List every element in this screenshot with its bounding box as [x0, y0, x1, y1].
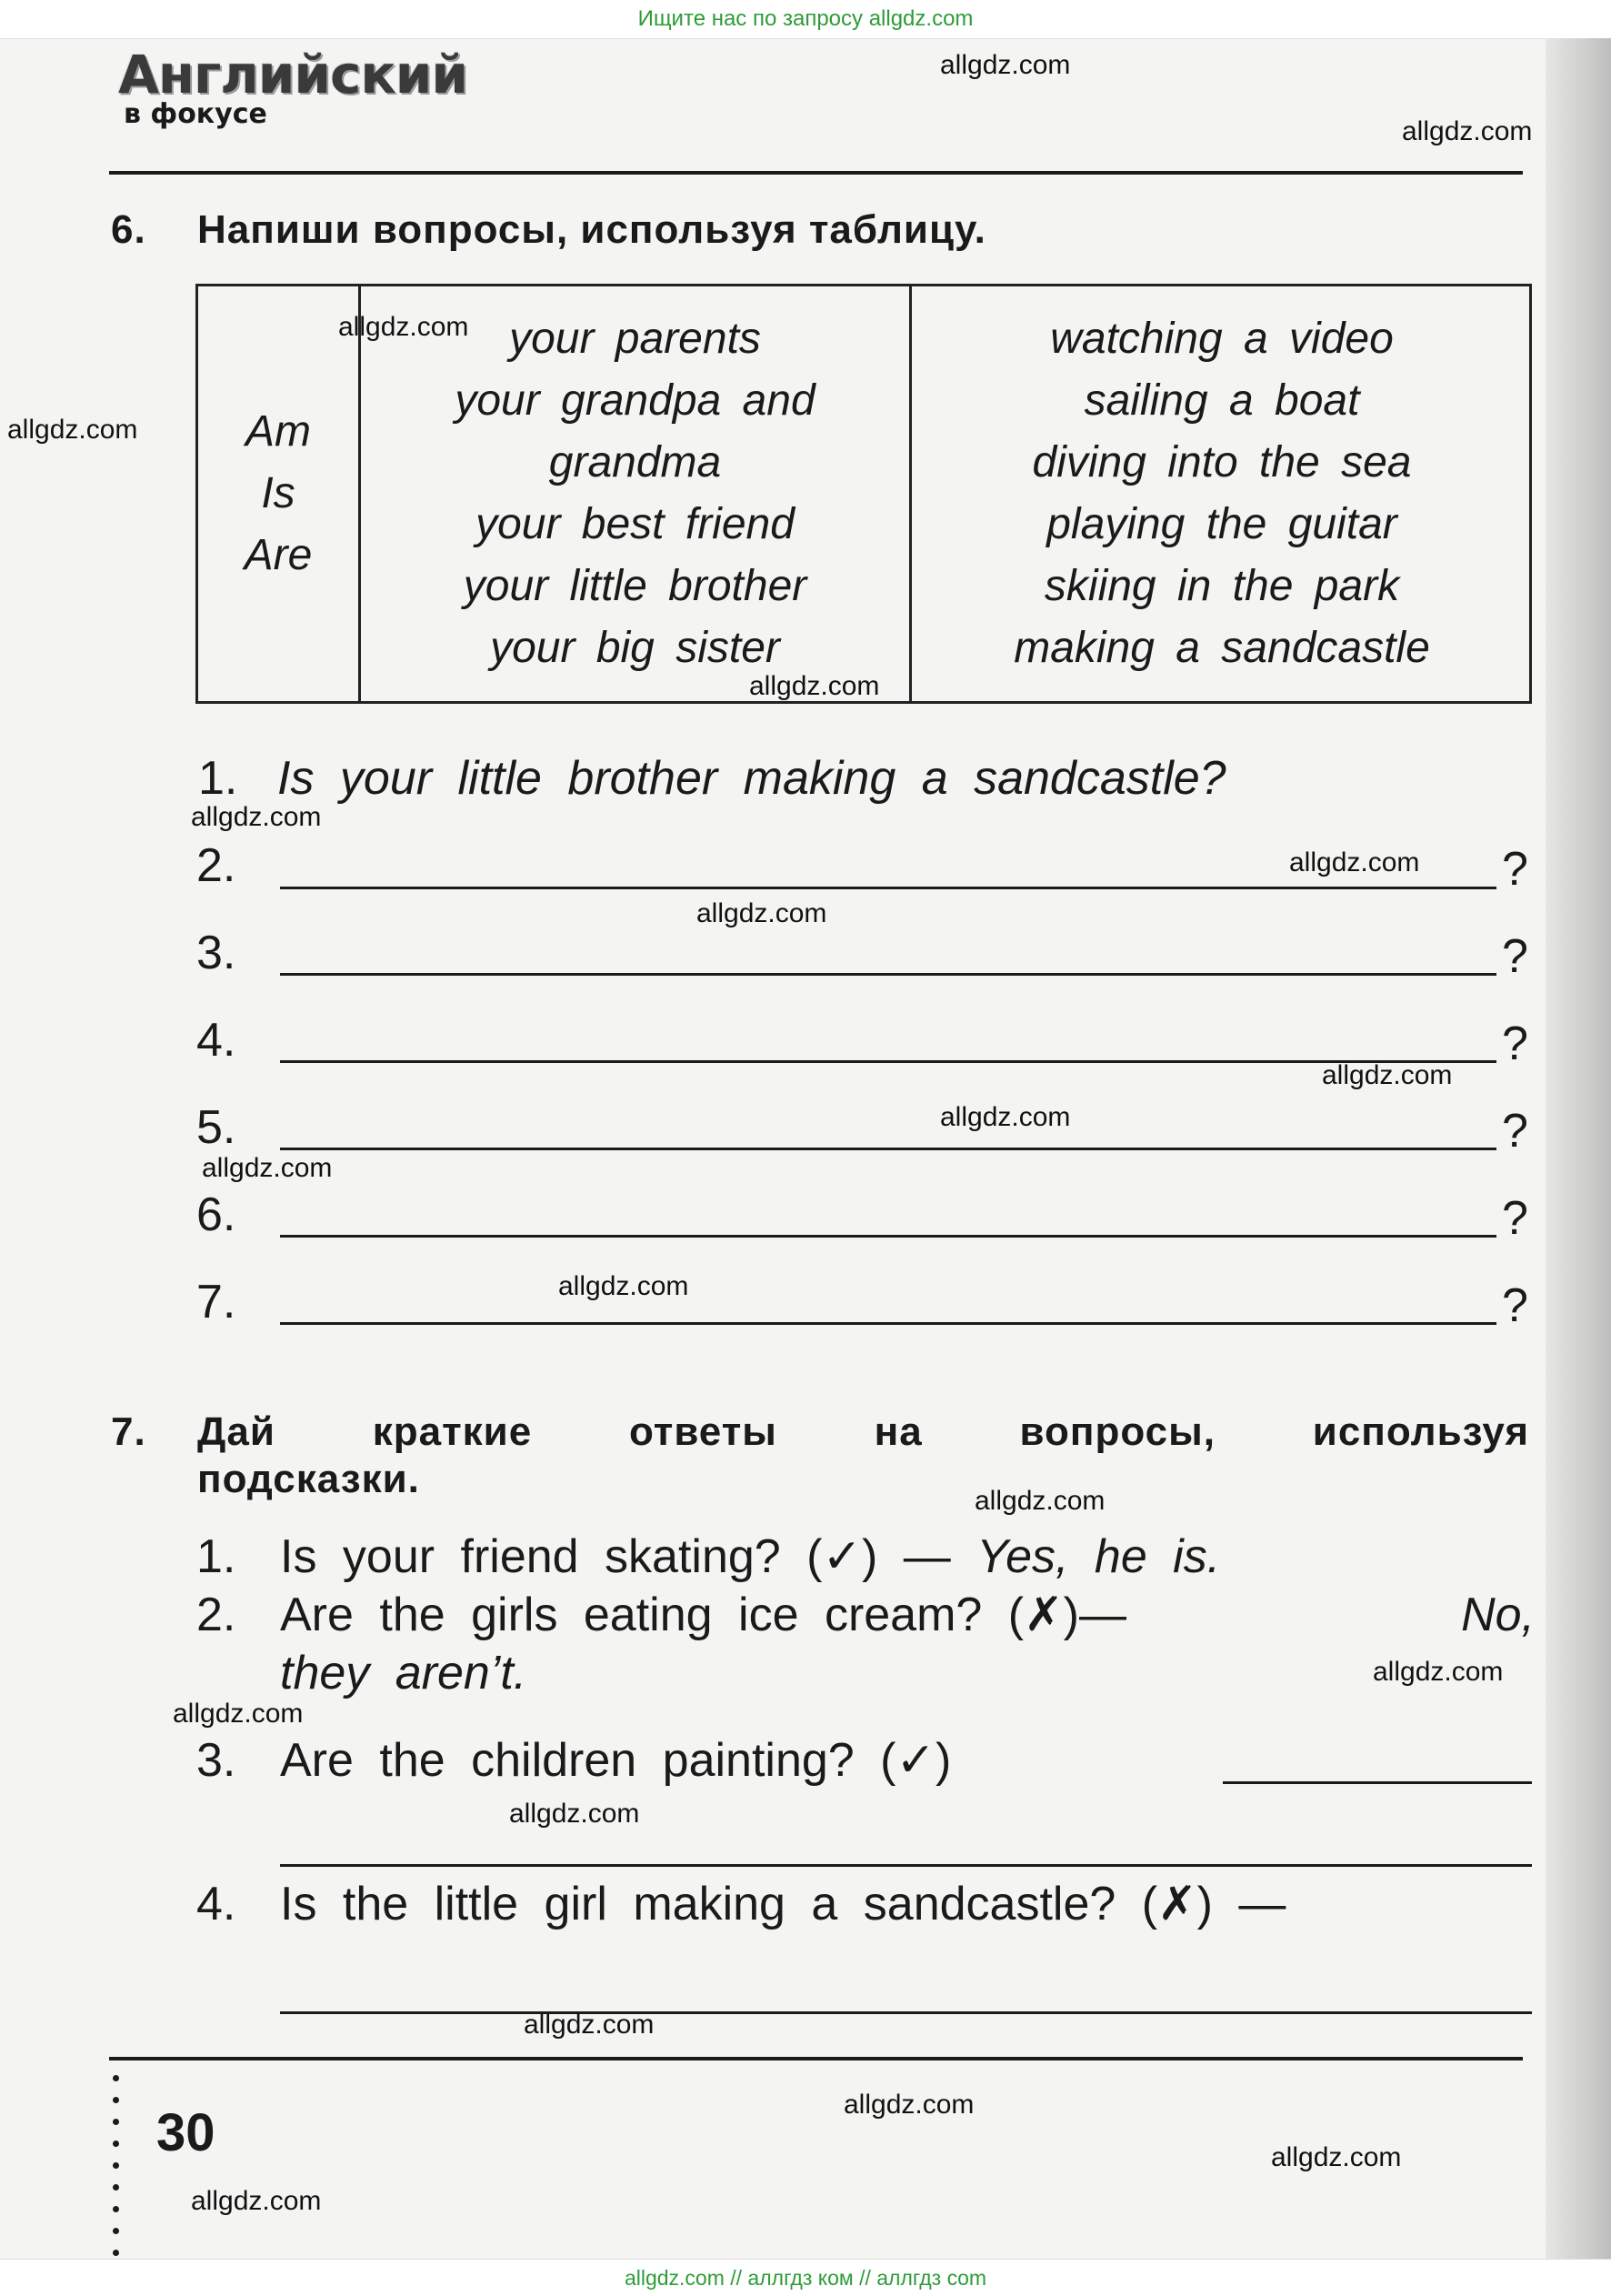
watermark: allgdz.com: [558, 1271, 689, 1301]
table-cell: grandma: [548, 438, 722, 486]
footer-rule: [109, 2057, 1523, 2060]
item-2: [280, 1588, 1535, 1642]
answer-line-5[interactable]: [280, 1148, 1496, 1150]
watermark: allgdz.com: [173, 1699, 304, 1729]
watermark: allgdz.com: [509, 1799, 640, 1829]
watermark: allgdz.com: [1322, 1060, 1453, 1090]
table-cell: skiing in the park: [1044, 562, 1400, 610]
answer-line-6[interactable]: [280, 1235, 1496, 1238]
watermark: allgdz.com: [844, 2090, 975, 2120]
item-number: 2.: [196, 1589, 236, 1641]
question-mark: ?: [1502, 930, 1528, 983]
exercise-7-heading: [111, 1409, 1529, 1502]
item-2-continuation: [280, 1646, 526, 1700]
item-answer-cont: they aren’t.: [280, 1647, 527, 1699]
item-question: Is your friend skating? (✓) —: [280, 1530, 951, 1583]
exercise-7-title-line2: подсказки.: [197, 1457, 420, 1501]
page-edge-shadow: [1546, 38, 1611, 2259]
table-cell: diving into the sea: [1032, 438, 1412, 486]
example-number: 1.: [198, 752, 238, 805]
header-rule: [109, 171, 1523, 175]
table-cell: your best friend: [475, 500, 795, 548]
exercise-6-title: Напиши вопросы, используя таблицу.: [197, 207, 986, 252]
item-answer: No,: [1461, 1589, 1535, 1641]
answer-line-4[interactable]: [280, 1060, 1496, 1063]
question-mark: ?: [1502, 1105, 1528, 1158]
exercise-6-table: [195, 284, 1532, 704]
item-answer: Yes, he is.: [976, 1530, 1221, 1583]
watermark: allgdz.com: [696, 898, 827, 928]
answer-line-number: 5.: [196, 1101, 236, 1154]
top-banner[interactable]: Ищите нас по запросу allgdz.com: [0, 0, 1611, 39]
answer-line-item-3a[interactable]: [1223, 1781, 1532, 1784]
item-question: Are the girls eating ice cream? (✗)—: [280, 1589, 1126, 1641]
table-col-actions: [912, 308, 1532, 679]
logo-title: Английский: [118, 44, 468, 105]
answer-line-7[interactable]: [280, 1322, 1496, 1325]
watermark: allgdz.com: [7, 415, 138, 445]
watermark: allgdz.com: [1373, 1657, 1504, 1687]
item-1: [280, 1529, 1220, 1584]
watermark: allgdz.com: [202, 1153, 333, 1183]
question-mark: ?: [1502, 843, 1528, 896]
book-logo: [118, 44, 468, 130]
watermark: allgdz.com: [975, 1486, 1106, 1516]
logo-subtitle: в фокусе: [124, 98, 267, 130]
answer-line-item-3b[interactable]: [280, 1864, 1532, 1867]
item-4: [280, 1877, 1286, 1931]
table-cell: sailing a boat: [1084, 376, 1360, 425]
answer-line-item-4[interactable]: [280, 2011, 1532, 2014]
watermark: allgdz.com: [524, 2010, 655, 2040]
watermark: allgdz.com: [338, 312, 469, 342]
answer-line-3[interactable]: [280, 973, 1496, 976]
watermark: allgdz.com: [940, 50, 1071, 80]
table-cell: making a sandcastle: [1014, 624, 1430, 672]
watermark: allgdz.com: [1402, 116, 1533, 146]
item-question: Are the children painting? (✓): [280, 1734, 952, 1787]
exercise-6-heading: [111, 207, 986, 253]
watermark: allgdz.com: [1271, 2142, 1402, 2172]
answer-line-2[interactable]: [280, 887, 1496, 889]
table-cell: your little brother: [463, 562, 807, 610]
item-number: 1.: [196, 1530, 236, 1583]
exercise-7-title-line1: Дай краткие ответы на вопросы, используя: [197, 1409, 1529, 1454]
table-cell: watching a video: [1050, 315, 1394, 363]
table-cell: Am: [245, 407, 311, 456]
question-mark: ?: [1502, 1192, 1528, 1245]
footer-dots: [113, 2075, 120, 2271]
table-col-verbs: [198, 401, 358, 587]
watermark: allgdz.com: [1289, 847, 1420, 877]
example-sentence: [277, 751, 1226, 806]
watermark: allgdz.com: [940, 1102, 1071, 1132]
answer-line-number: 6.: [196, 1188, 236, 1241]
table-cell: Are: [244, 531, 313, 579]
item-number: 3.: [196, 1734, 236, 1787]
table-cell: your grandpa and: [455, 376, 816, 425]
item-number: 4.: [196, 1878, 236, 1930]
item-question: Is the little girl making a sandcastle? (✗) —: [280, 1878, 1286, 1930]
answer-line-number: 2.: [196, 839, 236, 892]
answer-line-number: 3.: [196, 927, 236, 979]
example-text: Is your little brother making a sandcastle?: [277, 752, 1226, 805]
watermark: allgdz.com: [191, 802, 322, 832]
table-cell: playing the guitar: [1046, 500, 1397, 548]
exercise-6-number: 6.: [111, 207, 146, 252]
table-cell: your parents: [509, 315, 761, 363]
exercise-7-number: 7.: [111, 1409, 146, 1454]
answer-line-number: 7.: [196, 1276, 236, 1328]
bottom-banner[interactable]: allgdz.com // аллгдз ком // аллгдз com: [0, 2259, 1611, 2296]
question-mark: ?: [1502, 1018, 1528, 1070]
table-col-subjects: [361, 308, 909, 679]
page-number: 30: [156, 2103, 215, 2162]
question-mark: ?: [1502, 1279, 1528, 1332]
item-3: [280, 1733, 951, 1788]
answer-line-number: 4.: [196, 1014, 236, 1067]
table-cell: your big sister: [490, 624, 780, 672]
watermark: allgdz.com: [749, 671, 880, 701]
table-cell: Is: [261, 469, 295, 517]
watermark: allgdz.com: [191, 2186, 322, 2216]
